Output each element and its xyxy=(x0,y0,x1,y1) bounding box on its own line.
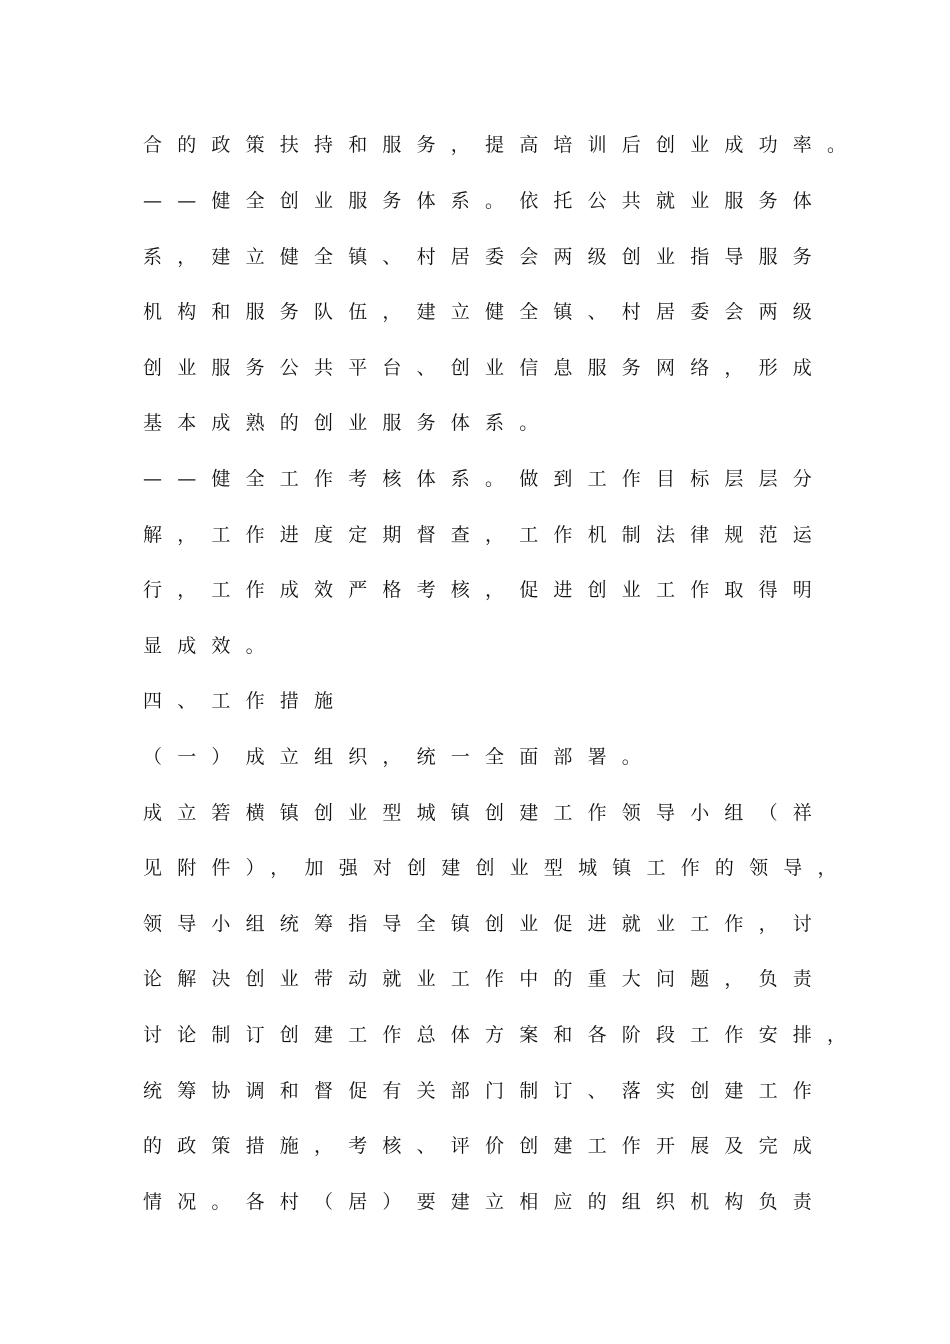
text-line: 显成效。 xyxy=(143,635,280,657)
text-line: 基本成熟的创业服务体系。 xyxy=(143,412,554,434)
text-line: 论解决创业带动就业工作中的重大问题，负责 xyxy=(143,968,828,990)
text-line: 统筹协调和督促有关部门制订、落实创建工作 xyxy=(143,1080,828,1102)
text-line: 的政策措施，考核、评价创建工作开展及完成 xyxy=(143,1135,828,1157)
text-line: 解，工作进度定期督查，工作机制法律规范运 xyxy=(143,524,828,546)
text-line: 成立箬横镇创业型城镇创建工作领导小组（祥 xyxy=(143,802,828,824)
text-line: 讨论制订创建工作总体方案和各阶段工作安排， xyxy=(143,1024,862,1046)
text-line: ——健全创业服务体系。依托公共就业服务体 xyxy=(143,190,828,212)
text-line: 见附件），加强对创建创业型城镇工作的领导， xyxy=(143,857,852,879)
text-line: 机构和服务队伍，建立健全镇、村居委会两级 xyxy=(143,301,828,323)
text-line: 系，建立健全镇、村居委会两级创业指导服务 xyxy=(143,246,828,268)
text-line: 合的政策扶持和服务，提高培训后创业成功率。 xyxy=(143,134,862,156)
section-heading: 四、工作措施 xyxy=(143,690,349,712)
text-line: 行，工作成效严格考核，促进创业工作取得明 xyxy=(143,579,828,601)
text-line: 创业服务公共平台、创业信息服务网络，形成 xyxy=(143,357,828,379)
text-line: 情况。各村（居）要建立相应的组织机构负责 xyxy=(143,1191,828,1213)
text-line: ——健全工作考核体系。做到工作目标层层分 xyxy=(143,468,828,490)
subsection-heading: （一）成立组织，统一全面部署。 xyxy=(143,746,657,768)
text-line: 领导小组统筹指导全镇创业促进就业工作，讨 xyxy=(143,913,828,935)
